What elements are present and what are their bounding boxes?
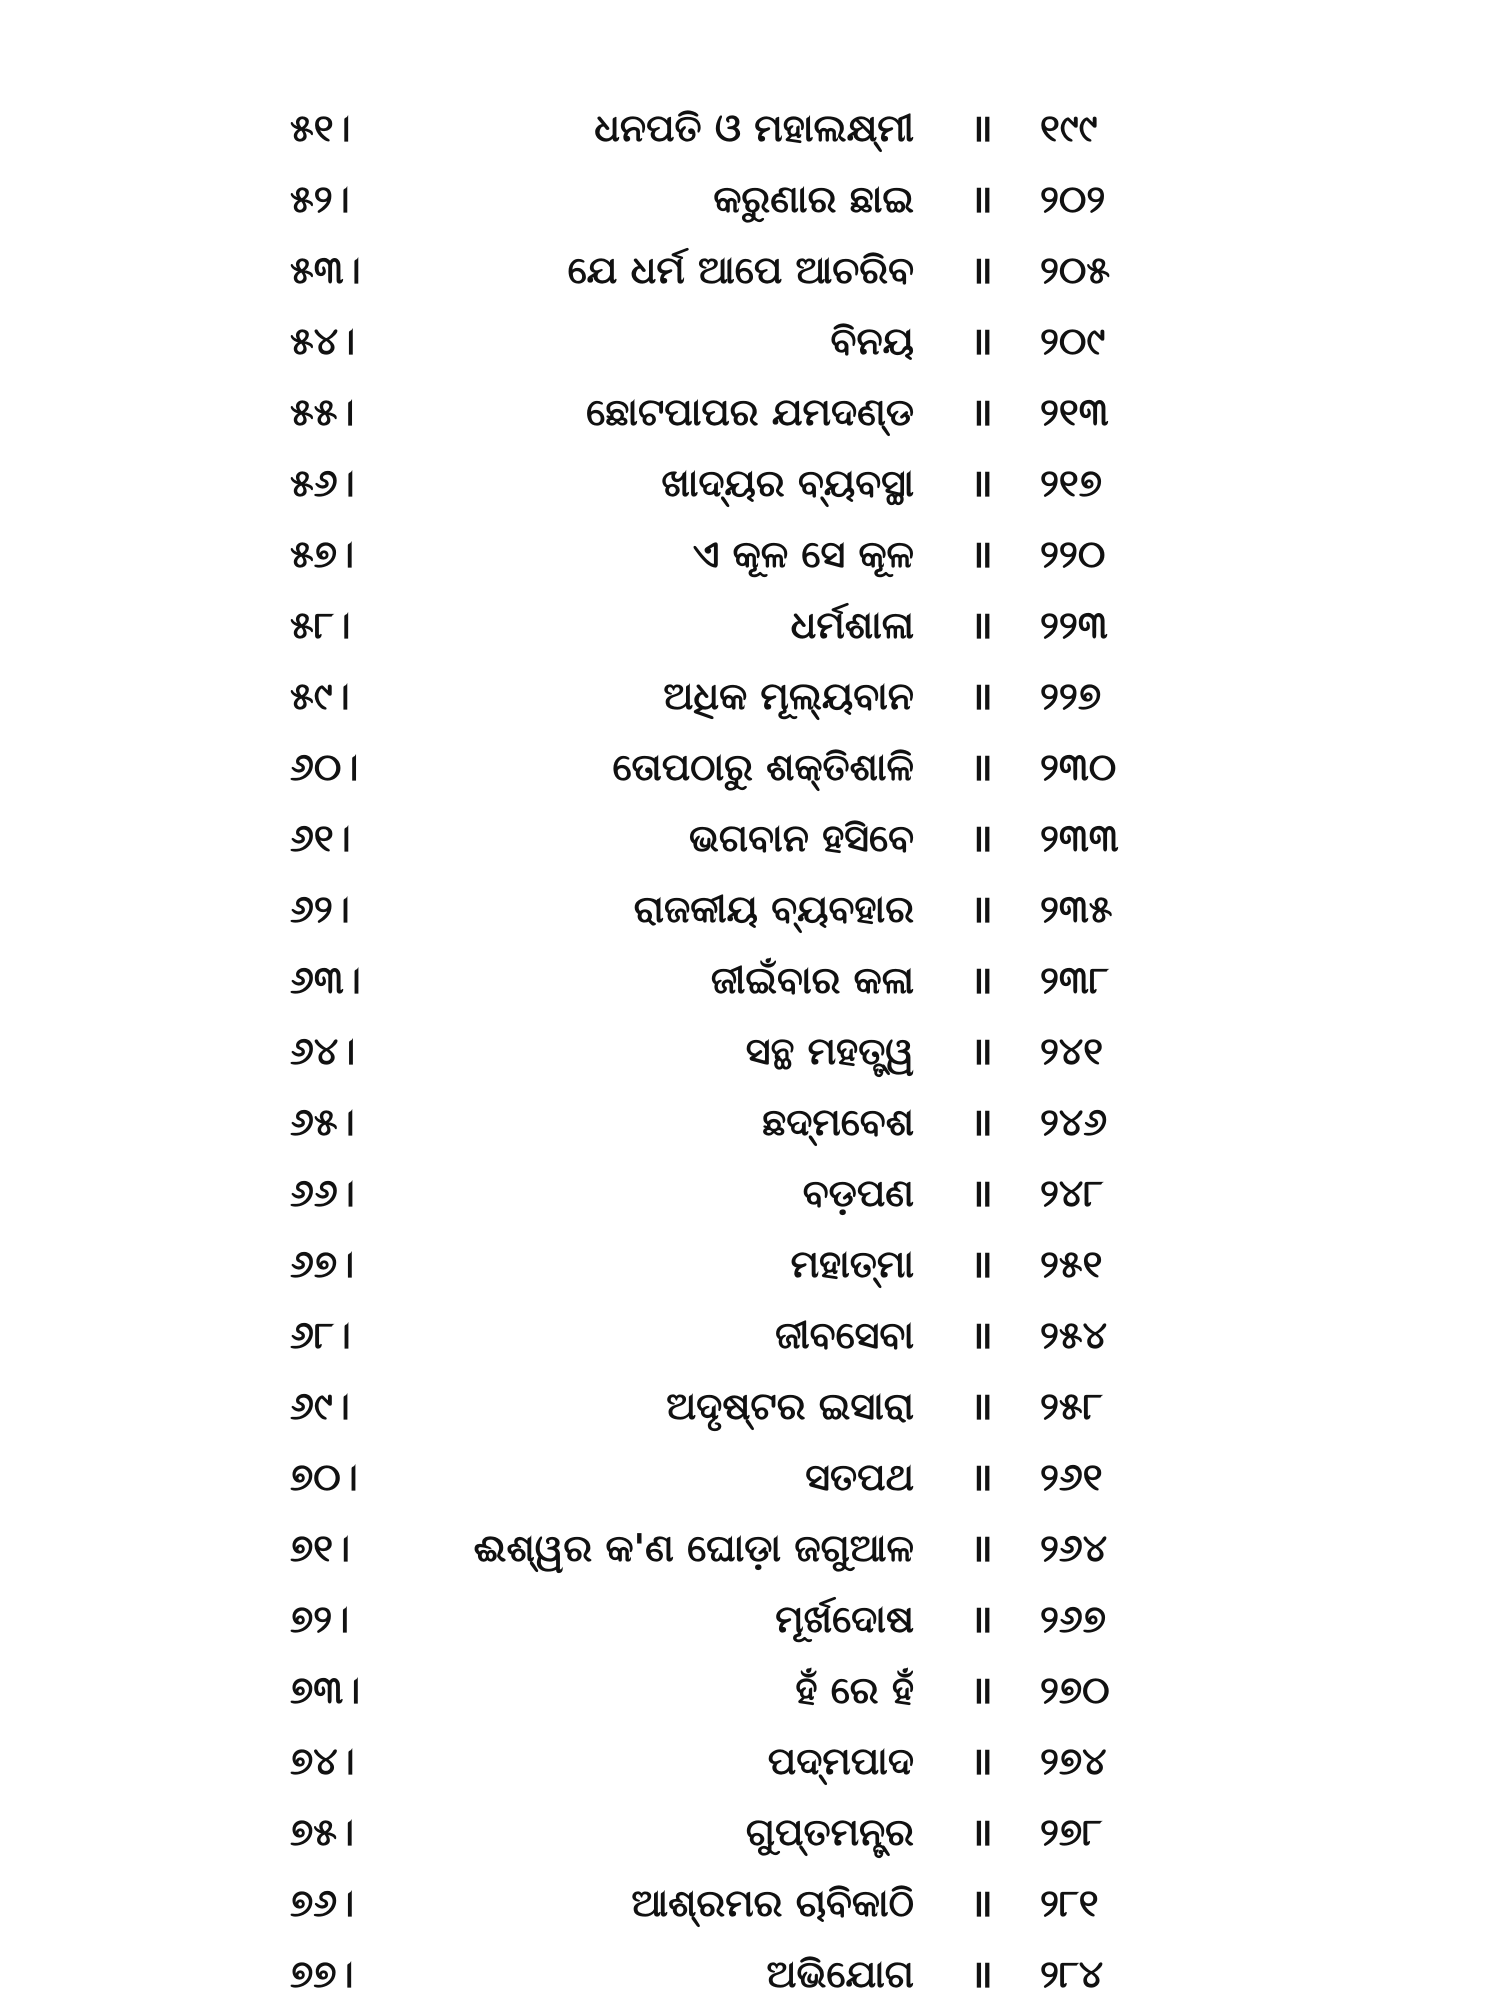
toc-entry-separator: ॥ xyxy=(970,815,993,860)
toc-entry-page: ୨୦୫ xyxy=(1040,247,1111,292)
toc-entry-title: ଅଭିଯୋଗ xyxy=(766,1951,914,1996)
toc-row xyxy=(290,1867,1170,1938)
toc-entry-separator: ॥ xyxy=(970,105,993,150)
toc-row xyxy=(290,802,1170,873)
toc-entry-title: ବିନୟ xyxy=(830,318,914,363)
toc-row xyxy=(290,1938,1170,2009)
toc-entry-title: ଆଶ୍ରମର ଚାବିକାଠି xyxy=(631,1880,914,1925)
toc-entry-page: ୨୦୯ xyxy=(1040,318,1106,363)
toc-entry-separator: ॥ xyxy=(970,1809,993,1854)
toc-entry-number: ୫୮। xyxy=(290,602,351,647)
toc-entry-page: ୨୪୮ xyxy=(1040,1170,1104,1215)
toc-entry-page: ୨୧୩ xyxy=(1040,389,1109,434)
toc-entry-separator: ॥ xyxy=(970,176,993,221)
toc-entry-page: ୨୩୫ xyxy=(1040,886,1113,931)
toc-entry-page: ୨୭୦ xyxy=(1040,1667,1110,1712)
toc-entry-number: ୫୧। xyxy=(290,105,351,150)
toc-entry-page: ୨୭୮ xyxy=(1040,1809,1103,1854)
toc-entry-number: ୭୧। xyxy=(290,1525,351,1570)
toc-entry-title: ଅଦୃଷ୍ଟର ଇସାରା xyxy=(666,1383,914,1428)
toc-entry-title: କରୁଣାର ଛାଇ xyxy=(713,176,914,221)
toc-entry-page: ୨୨୦ xyxy=(1040,531,1106,576)
toc-entry-separator: ॥ xyxy=(970,1312,993,1357)
toc-row xyxy=(290,1654,1170,1725)
toc-entry-page: ୨୦୨ xyxy=(1040,176,1106,221)
toc-entry-number: ୭୫। xyxy=(290,1809,355,1854)
toc-entry-separator: ॥ xyxy=(970,1596,993,1641)
toc-entry-title: ରାଜକୀୟ ବ୍ୟବହାର xyxy=(633,886,914,931)
toc-entry-title: ଜୀବସେବା xyxy=(775,1312,914,1357)
toc-entry-page: ୧୯୯ xyxy=(1040,105,1098,150)
toc-entry-page: ୨୫୮ xyxy=(1040,1383,1103,1428)
toc-entry-title: ଛଦ୍ମବେଶ xyxy=(762,1099,914,1144)
toc-entry-page: ୨୮୪ xyxy=(1040,1951,1104,1996)
toc-entry-separator: ॥ xyxy=(970,1880,993,1925)
toc-entry-number: ୭୬। xyxy=(290,1880,355,1925)
toc-row xyxy=(290,376,1170,447)
toc-entry-separator: ॥ xyxy=(970,531,993,576)
toc-row xyxy=(290,1015,1170,1086)
toc-row xyxy=(290,305,1170,376)
toc-entry-page: ୨୫୪ xyxy=(1040,1312,1107,1357)
toc-row xyxy=(290,873,1170,944)
toc-entry-number: ୭୩। xyxy=(290,1667,361,1712)
toc-entry-separator: ॥ xyxy=(970,1099,993,1144)
toc-entry-title: ହଁ ରେ ହଁ xyxy=(795,1667,914,1712)
toc-entry-number: ୬୧। xyxy=(290,815,351,860)
toc-entry-number: ୫୯। xyxy=(290,673,350,718)
toc-entry-separator: ॥ xyxy=(970,1028,993,1073)
toc-entry-page: ୨୨୭ xyxy=(1040,673,1102,718)
toc-entry-title: ଧର୍ମଶାଳା xyxy=(790,602,914,647)
toc-row xyxy=(290,589,1170,660)
toc-row xyxy=(290,1796,1170,1867)
toc-entry-title: ଅଧିକ ମୂଲ୍ୟବାନ xyxy=(663,673,914,718)
toc-entry-title: ଭଗବାନ ହସିବେ xyxy=(689,815,914,860)
toc-entry-separator: ॥ xyxy=(970,389,993,434)
toc-entry-title: ମହାତ୍ମା xyxy=(790,1241,914,1286)
toc-entry-separator: ॥ xyxy=(970,1667,993,1712)
toc-entry-title: ଜୀଇଁବାର କଳା xyxy=(710,957,914,1002)
toc-row xyxy=(290,1370,1170,1441)
toc-entry-title: ଖାଦ୍ୟର ବ୍ୟବସ୍ଥା xyxy=(661,460,914,505)
toc-entry-page: ୨୬୪ xyxy=(1040,1525,1108,1570)
toc-entry-title: ମୂର୍ଖଦୋଷ xyxy=(775,1596,914,1641)
toc-entry-page: ୨୫୧ xyxy=(1040,1241,1103,1286)
toc-entry-number: ୭୪। xyxy=(290,1738,355,1783)
toc-entry-separator: ॥ xyxy=(970,1241,993,1286)
toc-entry-separator: ॥ xyxy=(970,1170,993,1215)
toc-entry-page: ୨୭୪ xyxy=(1040,1738,1107,1783)
toc-entry-separator: ॥ xyxy=(970,1383,993,1428)
toc-entry-number: ୫୫। xyxy=(290,389,355,434)
toc-row xyxy=(290,944,1170,1015)
toc-entry-separator: ॥ xyxy=(970,1738,993,1783)
toc-row xyxy=(290,1512,1170,1583)
toc-entry-title: ସନ୍ଥ ମହତ୍ତ୍ୱ xyxy=(745,1028,914,1073)
toc-entry-page: ୨୪୬ xyxy=(1040,1099,1108,1144)
toc-entry-separator: ॥ xyxy=(970,886,993,931)
toc-entry-title: ଗୁପ୍ତମନ୍ତ୍ର xyxy=(745,1809,914,1854)
toc-entry-number: ୭୭। xyxy=(290,1951,354,1996)
toc-entry-separator: ॥ xyxy=(970,744,993,789)
toc-entry-number: ୫୭। xyxy=(290,531,355,576)
toc-entry-number: ୬୨। xyxy=(290,886,350,931)
toc-row xyxy=(290,1725,1170,1796)
toc-entry-title: ତୋପଠାରୁ ଶକ୍ତିଶାଳି xyxy=(612,744,914,789)
toc-entry-title: ଈଶ୍ୱର କ'ଣ ଘୋଡ଼ା ଜଗୁଆଳ xyxy=(473,1525,914,1570)
toc-row xyxy=(290,518,1170,589)
toc-entry-title: ଯେ ଧର୍ମ ଆପେ ଆଚରିବ xyxy=(567,247,914,292)
toc-row xyxy=(290,660,1170,731)
toc-entry-number: ୫୨। xyxy=(290,176,350,221)
toc-row xyxy=(290,1086,1170,1157)
toc-row xyxy=(290,1157,1170,1228)
toc-row xyxy=(290,234,1170,305)
toc-entry-number: ୬୮। xyxy=(290,1312,351,1357)
toc-entry-number: ୬୭। xyxy=(290,1241,355,1286)
toc-entry-number: ୭୦। xyxy=(290,1454,358,1499)
toc-entry-separator: ॥ xyxy=(970,1525,993,1570)
toc-entry-title: ଧନପତି ଓ ମହାଲକ୍ଷ୍ମୀ xyxy=(594,105,914,150)
toc-entry-number: ୬୪। xyxy=(290,1028,356,1073)
toc-entry-separator: ॥ xyxy=(970,957,993,1002)
toc-entry-separator: ॥ xyxy=(970,1951,993,1996)
toc-row xyxy=(290,1228,1170,1299)
table-of-contents xyxy=(290,92,1170,2009)
toc-entry-page: ୨୬୭ xyxy=(1040,1596,1107,1641)
toc-entry-separator: ॥ xyxy=(970,460,993,505)
toc-row xyxy=(290,92,1170,163)
toc-row xyxy=(290,1299,1170,1370)
toc-entry-title: ଛୋଟପାପର ଯମଦଣ୍ଡ xyxy=(586,389,914,434)
toc-entry-number: ୭୨। xyxy=(290,1596,350,1641)
toc-entry-page: ୨୬୧ xyxy=(1040,1454,1103,1499)
toc-entry-separator: ॥ xyxy=(970,247,993,292)
toc-entry-page: ୨୩୩ xyxy=(1040,815,1119,860)
toc-entry-separator: ॥ xyxy=(970,318,993,363)
toc-entry-number: ୬୬। xyxy=(290,1170,355,1215)
toc-entry-separator: ॥ xyxy=(970,673,993,718)
toc-entry-number: ୫୪। xyxy=(290,318,356,363)
toc-row xyxy=(290,447,1170,518)
toc-entry-page: ୨୧୭ xyxy=(1040,460,1102,505)
toc-entry-page: ୨୩୦ xyxy=(1040,744,1117,789)
toc-entry-title: ସତପଥ xyxy=(805,1454,914,1499)
toc-row xyxy=(290,163,1170,234)
toc-entry-number: ୫୩। xyxy=(290,247,361,292)
toc-entry-number: ୬୯। xyxy=(290,1383,350,1428)
toc-row xyxy=(290,1441,1170,1512)
toc-row xyxy=(290,731,1170,802)
toc-entry-page: ୨୮୧ xyxy=(1040,1880,1099,1925)
toc-entry-number: ୬୫। xyxy=(290,1099,355,1144)
toc-row xyxy=(290,1583,1170,1654)
toc-entry-title: ପଦ୍ମପାଦ xyxy=(767,1738,914,1783)
toc-entry-page: ୨୪୧ xyxy=(1040,1028,1104,1073)
toc-entry-number: ୫୬। xyxy=(290,460,355,505)
toc-entry-number: ୬୩। xyxy=(290,957,361,1002)
toc-entry-separator: ॥ xyxy=(970,602,993,647)
toc-entry-separator: ॥ xyxy=(970,1454,993,1499)
toc-entry-title: ଏ କୂଳ ସେ କୂଳ xyxy=(692,531,914,576)
toc-entry-number: ୬୦। xyxy=(290,744,359,789)
toc-entry-page: ୨୨୩ xyxy=(1040,602,1108,647)
toc-entry-page: ୨୩୮ xyxy=(1040,957,1109,1002)
toc-entry-title: ବଡ଼ପଣ xyxy=(802,1170,914,1215)
